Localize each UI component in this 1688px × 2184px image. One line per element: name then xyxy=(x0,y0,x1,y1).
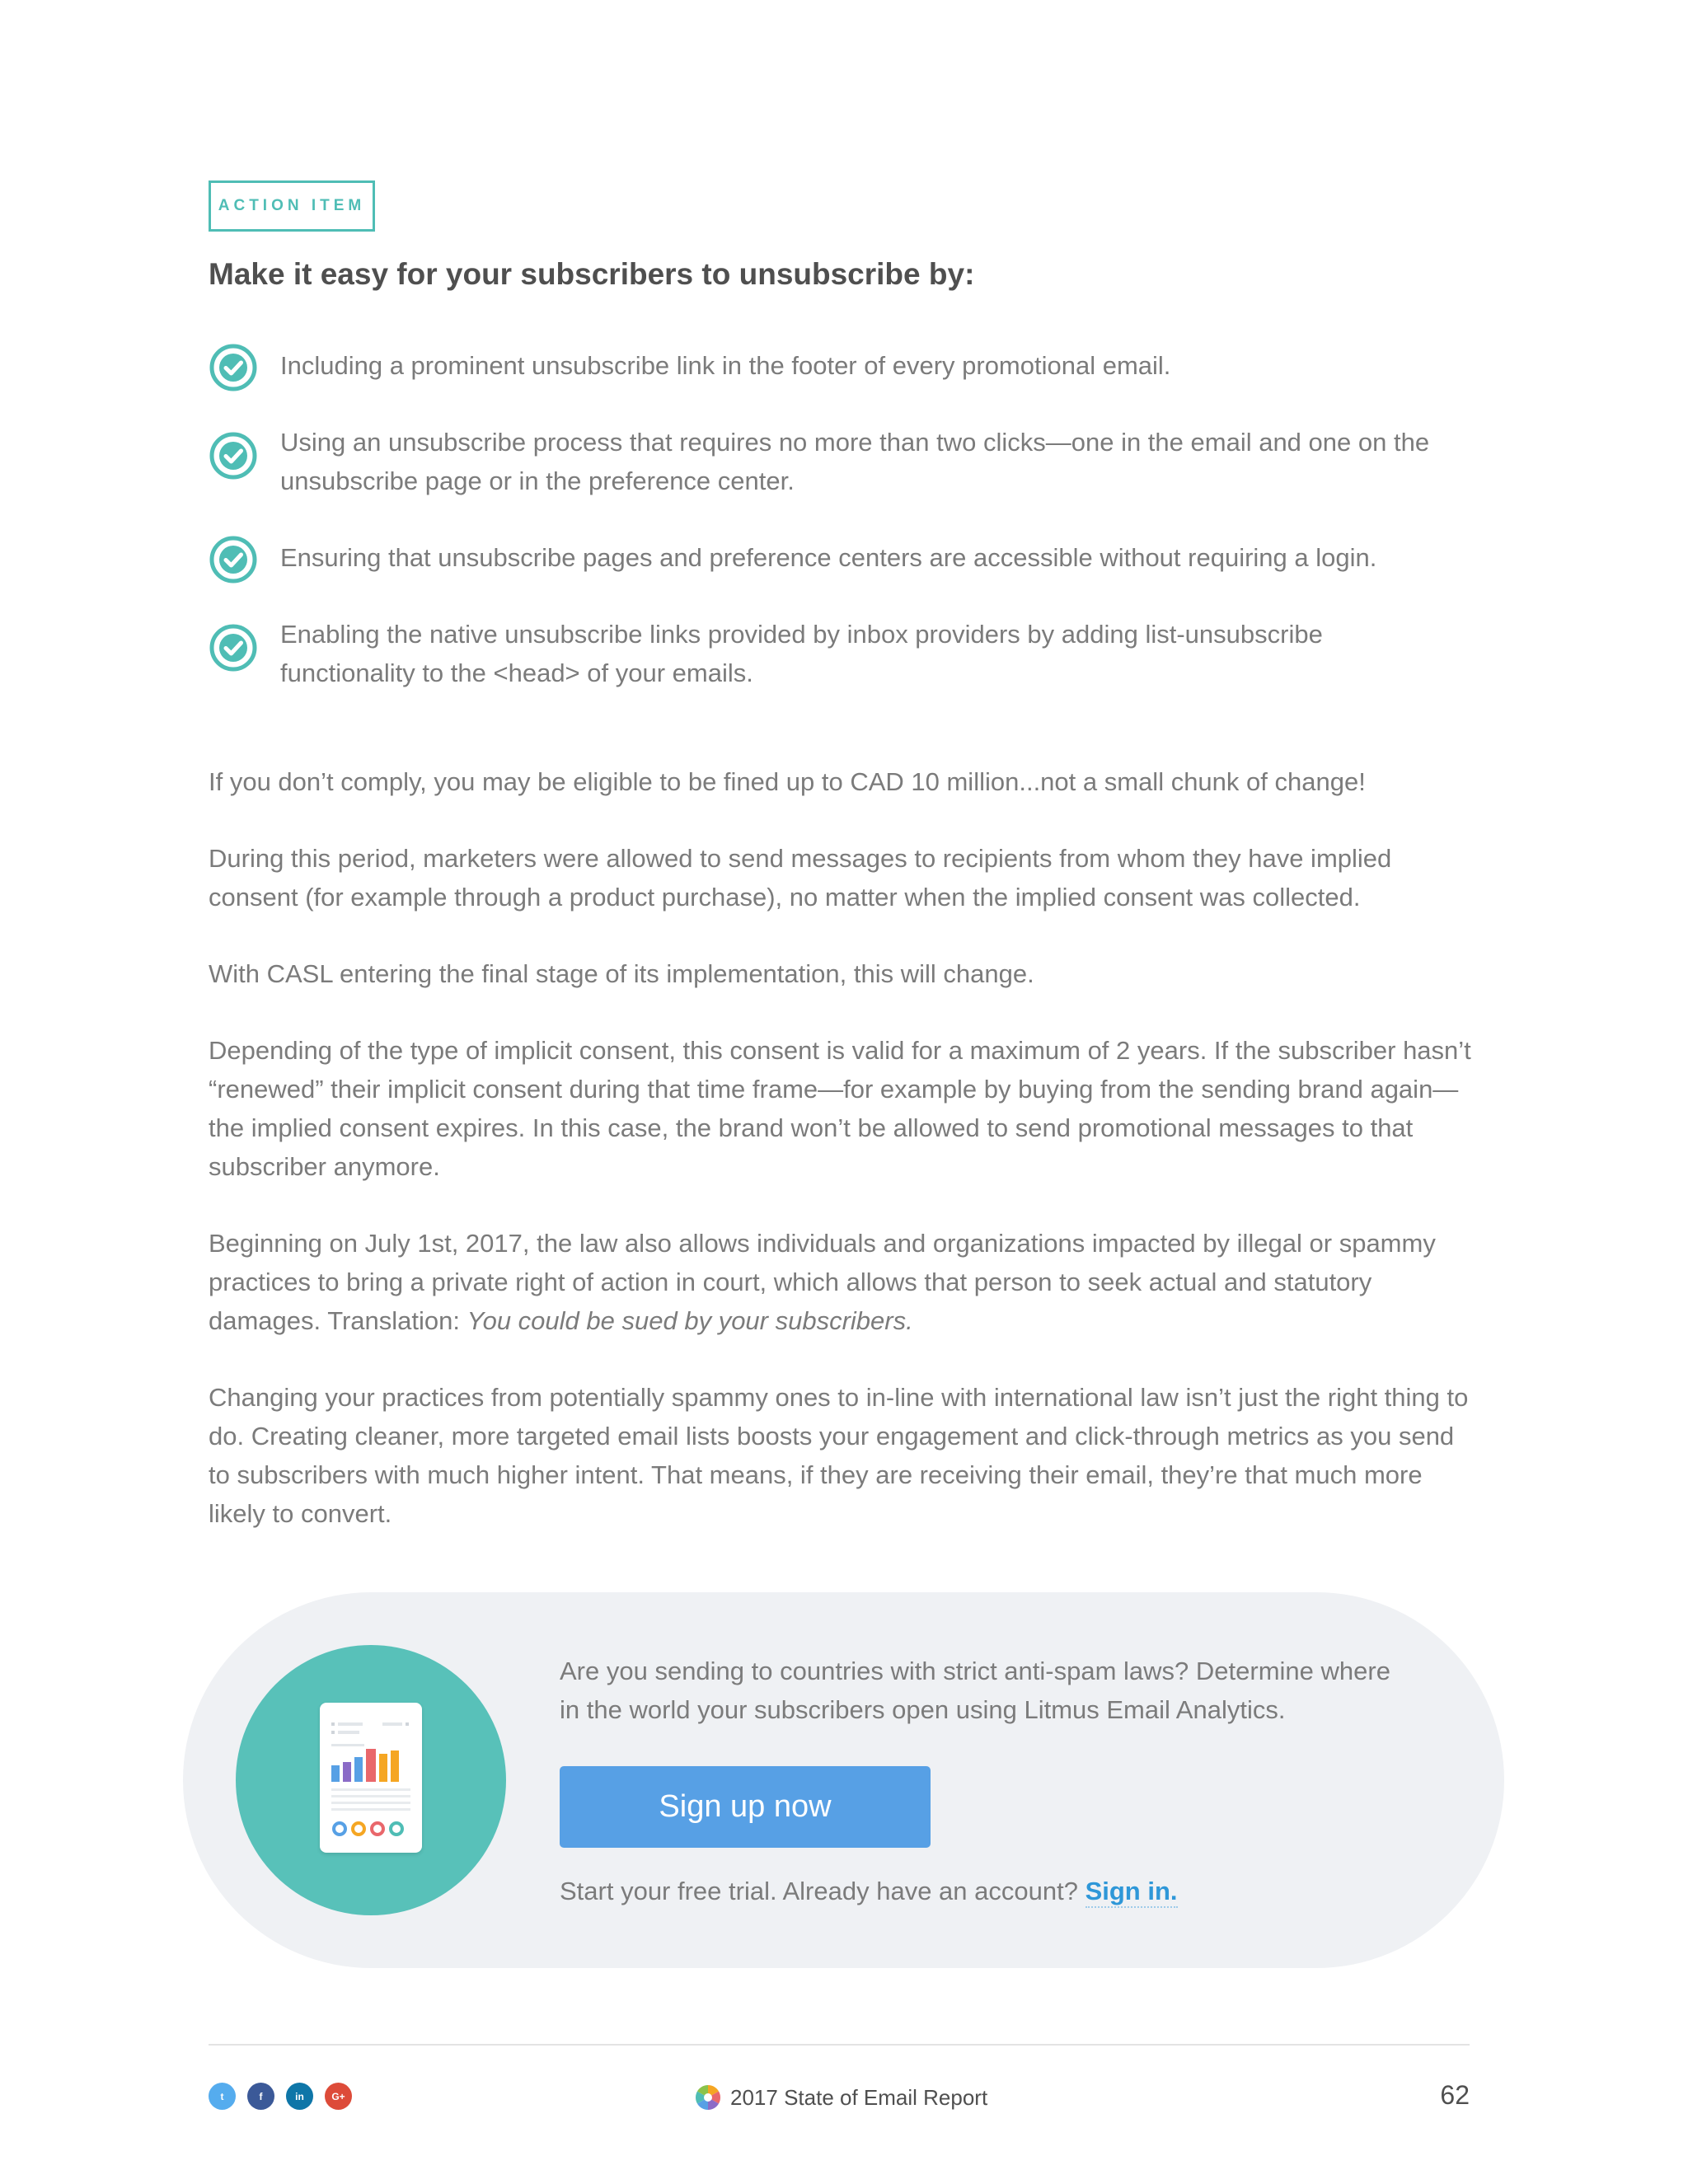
report-title-text: 2017 State of Email Report xyxy=(730,2084,988,2110)
sign-up-now-button[interactable]: Sign up now xyxy=(560,1766,931,1848)
checklist-item-text: Enabling the native unsubscribe links provided by inbox providers by adding list-unsubscribe functionality to the <head> of your emails. xyxy=(280,620,1323,687)
checkmark-circle-icon xyxy=(209,431,258,480)
checklist-item xyxy=(209,346,1461,385)
report-document-icon xyxy=(320,1703,422,1853)
action-item-badge: ACTION ITEM xyxy=(209,180,375,232)
checklist-item xyxy=(209,615,1461,692)
checkmark-circle-icon xyxy=(209,343,258,392)
litmus-logo-icon xyxy=(694,2083,722,2111)
body-paragraph: Depending of the type of implicit consent, this consent is valid for a maximum of 2 years. If the subscriber hasn’t “renewed” their implicit consent during that time frame—for example by buying from the sending brand again—the implied consent expires. In this case, the brand won’t be allowed to send promotional messages to that subscriber anymore. xyxy=(209,1036,1471,1181)
body-paragraph: With CASL entering the final stage of its implementation, this will change. xyxy=(209,959,1034,988)
checklist-item-text: Including a prominent unsubscribe link in the footer of every promotional email. xyxy=(280,351,1171,380)
analytics-illustration xyxy=(236,1645,506,1915)
sign-in-link[interactable]: Sign in. xyxy=(1085,1877,1178,1908)
page-number: 62 xyxy=(1440,2080,1470,2110)
report-title xyxy=(694,2083,987,2112)
checkmark-circle-icon xyxy=(209,535,258,584)
checkmark-circle-icon xyxy=(209,623,258,673)
footer-divider xyxy=(209,2044,1470,2046)
law-paragraph-text: Beginning on July 1st, 2017, the law also allows individuals and organizations impacted by illegal or spammy practices to bring a private right of action in court, which allows that person to seek actual and statutory damages. Translation: xyxy=(209,1229,1436,1335)
twitter-icon[interactable]: t xyxy=(209,2083,236,2110)
body-paragraph: Changing your practices from potentially spammy ones to in-line with international law isn’t just the right thing to do. Creating cleaner, more targeted email lists boosts your engagement and click-through metrics as you send to subscribers with much higher intent. That means, if they are receiving their email, they’re that much more likely to convert. xyxy=(209,1383,1469,1528)
law-paragraph-emphasis: You could be sued by your subscribers. xyxy=(467,1306,913,1335)
checklist-item xyxy=(209,538,1461,577)
body-paragraph: If you don’t comply, you may be eligible to be fined up to CAD 10 million...not a small chunk of change! xyxy=(209,767,1366,796)
cta-description: Are you sending to countries with strict anti-spam laws? Determine where in the world your subscribers open using Litmus Email Analytics. xyxy=(560,1657,1390,1724)
body-copy xyxy=(209,762,1478,1571)
facebook-icon[interactable]: f xyxy=(247,2083,274,2110)
analytics-cta-banner xyxy=(183,1592,1504,1968)
social-links xyxy=(209,2083,352,2110)
checklist-item-text: Using an unsubscribe process that requires no more than two clicks—one in the email and one on the unsubscribe page or in the preference center. xyxy=(280,428,1430,495)
report-chart-graphic xyxy=(320,1703,422,1853)
unsubscribe-checklist xyxy=(209,346,1461,692)
section-heading: Make it easy for your subscribers to unsubscribe by: xyxy=(209,257,975,291)
checklist-item xyxy=(209,423,1461,500)
body-paragraph xyxy=(209,1224,1478,1340)
checklist-item-text: Ensuring that unsubscribe pages and preference centers are accessible without requiring a login. xyxy=(280,543,1377,572)
body-paragraph: During this period, marketers were allowed to send messages to recipients from whom they have implied consent (for example through a product purchase), no matter when the implied consent was collected. xyxy=(209,844,1392,912)
linkedin-icon[interactable]: in xyxy=(286,2083,313,2110)
free-trial-text: Start your free trial. Already have an account? xyxy=(560,1877,1085,1905)
google-plus-icon[interactable]: G+ xyxy=(325,2083,352,2110)
free-trial-line xyxy=(560,1872,1178,1910)
